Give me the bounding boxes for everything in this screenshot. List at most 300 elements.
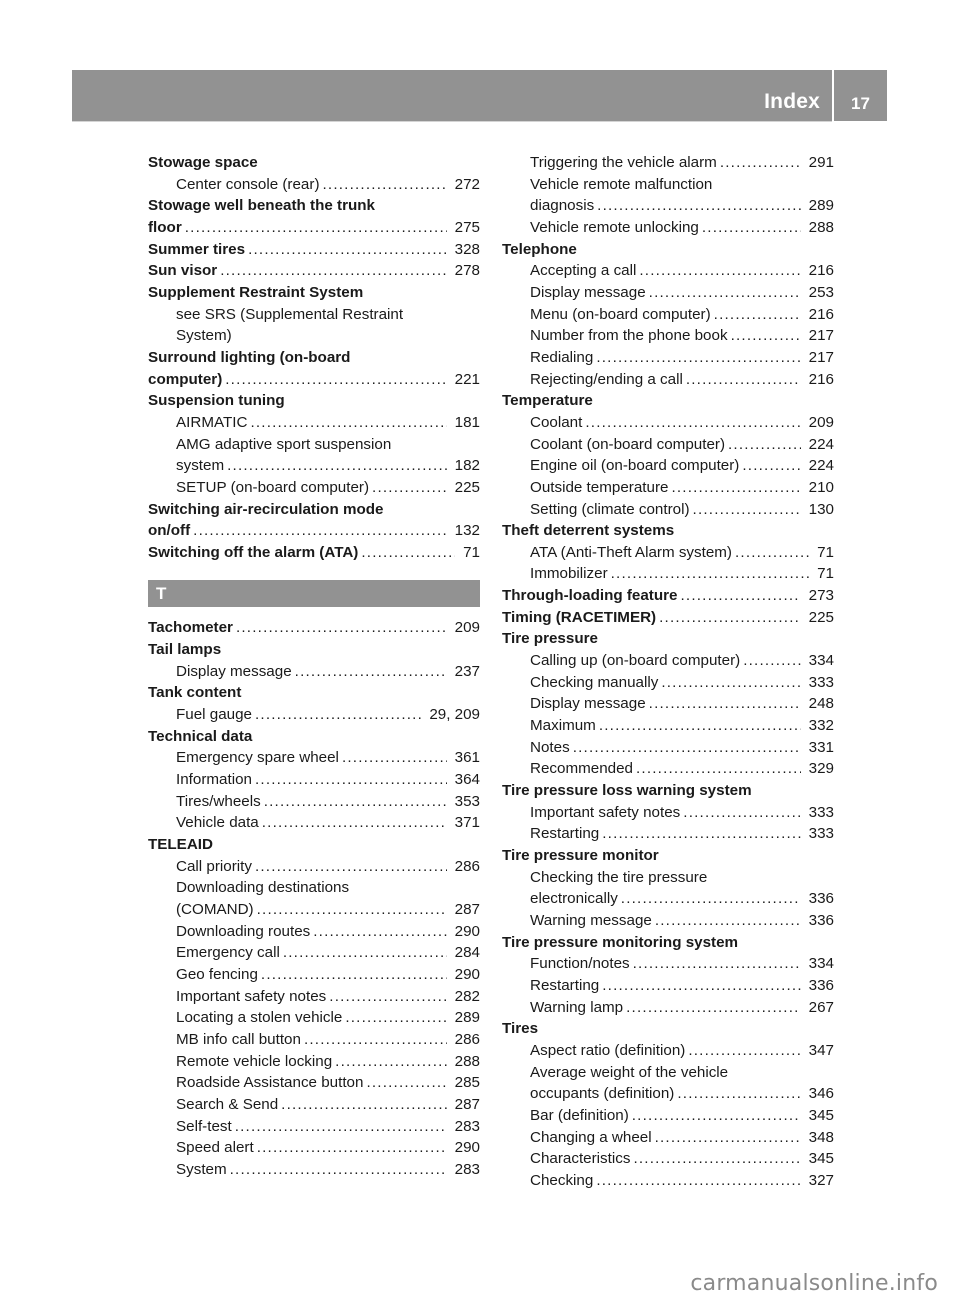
index-subentry[interactable] [148,964,480,986]
index-subentry [502,174,834,196]
index-subentry[interactable] [148,1072,480,1094]
page-reference[interactable]: 334 [808,955,834,973]
index-subentry[interactable] [148,1159,480,1181]
entry-label: diagnosis [530,197,595,215]
index-entry [148,834,480,856]
entry-label: Suspension tuning [148,392,285,410]
dot-leader [261,964,447,986]
index-subentry[interactable] [502,715,834,737]
index-subentry[interactable] [502,650,834,672]
entry-label: floor [148,218,182,236]
entry-label: on/off [148,522,191,540]
index-subentry[interactable] [502,434,834,456]
page-reference[interactable]: 290 [454,922,480,940]
index-subentry[interactable] [148,455,480,477]
page-reference[interactable]: 181 [454,413,480,431]
entry-label: Speed alert [176,1139,254,1157]
dot-leader [281,1094,446,1116]
entry-label: Supplement Restraint System [148,283,364,301]
dot-leader [661,672,800,694]
entry-label: AMG adaptive sport suspension [176,435,392,453]
page-reference[interactable]: 216 [808,370,834,388]
page-reference[interactable]: 267 [808,998,834,1016]
index-subentry[interactable] [502,910,834,932]
index-subentry[interactable] [148,1029,480,1051]
index-subentry[interactable] [502,477,834,499]
entry-label: Bar (definition) [530,1106,629,1124]
index-subentry[interactable] [148,1116,480,1138]
entry-label: Emergency spare wheel [176,749,339,767]
page-reference[interactable]: 283 [454,1160,480,1178]
dot-leader [702,217,801,239]
index-entry [502,239,834,261]
section-letter-bar [148,580,480,607]
dot-leader [621,888,801,910]
entry-label: Call priority [176,857,252,875]
entry-label: Switching off the alarm (ATA) [148,543,359,561]
entry-label: Function/notes [530,955,630,973]
entry-label: Important safety notes [530,803,681,821]
dot-leader [677,1083,800,1105]
dot-leader [602,975,800,997]
entry-label: Calling up (on-board computer) [530,652,741,670]
index-subentry[interactable] [502,953,834,975]
entry-label: Engine oil (on-board computer) [530,457,740,475]
index-list-s [148,152,480,563]
index-subentry[interactable] [148,704,480,726]
index-subentry[interactable] [502,672,834,694]
entry-label: Setting (climate control) [530,500,690,518]
page-reference[interactable]: 209 [454,619,480,637]
entry-label: Search & Send [176,1095,279,1113]
index-subentry[interactable] [502,195,834,217]
index-subentry[interactable] [502,563,834,585]
dot-leader [655,910,801,932]
index-list-t [148,617,480,1180]
dot-leader [633,1148,800,1170]
index-subentry[interactable] [502,975,834,997]
dot-leader [257,1137,447,1159]
dot-leader [372,477,447,499]
page-reference[interactable]: 224 [808,457,834,475]
entry-label: Through-loading feature [502,587,678,605]
page-reference[interactable]: 346 [808,1085,834,1103]
page-reference[interactable]: 217 [808,348,834,366]
dot-leader [626,997,801,1019]
index-entry [502,390,834,412]
entry-label: Self-test [176,1117,232,1135]
index-entry[interactable] [148,239,480,261]
entry-label: Telephone [502,240,577,258]
entry-label: Downloading routes [176,922,311,940]
index-entry [148,282,480,304]
index-subentry[interactable] [148,942,480,964]
page-reference[interactable]: 347 [808,1041,834,1059]
entry-label: Rejecting/ending a call [530,370,683,388]
page-reference[interactable]: 288 [808,218,834,236]
entry-label: Roadside Assistance button [176,1074,364,1092]
index-subentry[interactable] [148,1094,480,1116]
dot-leader [632,1105,801,1127]
page-reference[interactable]: 371 [454,814,480,832]
entry-label: ATA (Anti-Theft Alarm system) [530,543,732,561]
dot-leader [264,791,447,813]
page-reference[interactable]: 71 [817,565,834,583]
dot-leader [262,812,447,834]
index-subentry[interactable] [502,325,834,347]
dot-leader [714,304,801,326]
page-reference[interactable]: 29, 209 [429,706,480,724]
index-subentry[interactable] [502,802,834,824]
page-reference[interactable]: 361 [454,749,480,767]
dot-leader [342,747,447,769]
dot-leader [585,412,800,434]
entry-label: Menu (on-board computer) [530,305,711,323]
dot-leader [743,650,800,672]
page-reference[interactable]: 285 [454,1074,480,1092]
entry-label: Remote vehicle locking [176,1052,333,1070]
dot-leader [313,921,446,943]
index-subentry[interactable] [148,174,480,196]
page-reference[interactable]: 71 [463,543,480,561]
dot-leader [573,737,801,759]
entry-label: Tire pressure monitoring system [502,933,739,951]
entry-label: Downloading destinations [176,879,350,897]
index-subentry[interactable] [502,1170,834,1192]
entry-label: Information [176,771,252,789]
index-subentry[interactable] [502,737,834,759]
index-entry [502,1018,834,1040]
index-subentry [148,877,480,899]
index-subentry[interactable] [148,921,480,943]
page-reference[interactable]: 289 [808,197,834,215]
entry-label: Immobilizer [530,565,608,583]
page-reference[interactable]: 290 [454,1139,480,1157]
dot-leader [235,1116,447,1138]
entry-label: Coolant (on-board computer) [530,435,726,453]
entry-label: Number from the phone book [530,327,728,345]
dot-leader [225,369,446,391]
dot-leader [636,758,801,780]
page-reference[interactable]: 221 [454,370,480,388]
entry-label: Checking the tire pressure [530,868,708,886]
page-reference[interactable]: 272 [454,175,480,193]
dot-leader [728,434,801,456]
page-reference[interactable]: 288 [454,1052,480,1070]
entry-label: Vehicle remote malfunction [530,175,713,193]
index-subentry[interactable] [502,1105,834,1127]
page-reference[interactable]: 286 [454,1030,480,1048]
dot-leader [655,1127,801,1149]
index-subentry[interactable] [502,888,834,910]
dot-leader [596,347,800,369]
entry-label: Restarting [530,976,600,994]
entry-label: Tire pressure loss warning system [502,782,752,800]
page-reference[interactable]: 225 [454,478,480,496]
dot-leader [633,953,801,975]
entry-label: Changing a wheel [530,1128,652,1146]
dot-leader [597,195,800,217]
dot-leader [596,1170,800,1192]
index-subentry[interactable] [502,1040,834,1062]
dot-leader [649,693,801,715]
entry-label: Display message [176,662,292,680]
dot-leader [639,260,800,282]
page-reference[interactable]: 209 [808,413,834,431]
page-reference[interactable]: 237 [454,662,480,680]
dot-leader [236,617,447,639]
entry-label: system [176,457,225,475]
dot-leader [248,239,447,261]
index-subentry[interactable] [502,1127,834,1149]
index-subentry[interactable] [148,1007,480,1029]
entry-label: Recommended [530,760,633,778]
index-column-right [502,152,834,1192]
index-subentry[interactable] [502,823,834,845]
index-subentry[interactable] [502,1148,834,1170]
dot-leader [649,282,801,304]
index-subentry [148,325,480,347]
page-number-box [834,70,887,121]
index-column-left [148,152,480,1181]
dot-leader [681,585,801,607]
dot-leader [688,1040,800,1062]
index-subentry[interactable] [148,1137,480,1159]
index-subentry[interactable] [502,1083,834,1105]
page-reference[interactable]: 329 [808,760,834,778]
watermark: carmanualsonline.info [690,1271,938,1296]
page-reference[interactable]: 331 [808,738,834,756]
page-header [72,70,887,121]
page-reference[interactable]: 336 [808,890,834,908]
index-subentry [502,867,834,889]
index-subentry [148,304,480,326]
entry-label: Tire pressure monitor [502,847,659,864]
page-reference[interactable]: 328 [454,240,480,258]
entry-label: occupants (definition) [530,1085,675,1103]
dot-leader [735,542,809,564]
index-entry [148,390,480,412]
entry-label: Warning lamp [530,998,624,1016]
entry-label: Important safety notes [176,987,327,1005]
dot-leader [683,802,800,824]
page-reference[interactable]: 253 [808,283,834,301]
index-entry[interactable] [148,217,480,239]
page-reference[interactable]: 345 [808,1150,834,1168]
dot-leader [250,412,446,434]
entry-label: Switching air-recirculation mode [148,500,384,518]
page-reference[interactable]: 217 [808,327,834,345]
entry-label: Restarting [530,825,600,843]
page-reference[interactable]: 348 [808,1128,834,1146]
index-subentry[interactable] [502,304,834,326]
page-reference[interactable]: 289 [454,1009,480,1027]
page-reference[interactable]: 282 [454,987,480,1005]
page-reference[interactable]: 284 [454,944,480,962]
entry-label: electronically [530,890,618,908]
page-reference[interactable]: 364 [454,771,480,789]
entry-label: Checking manually [530,673,659,691]
index-subentry [502,1062,834,1084]
index-subentry[interactable] [502,412,834,434]
page-reference[interactable]: 290 [454,965,480,983]
index-entry [502,932,834,954]
entry-label: Tire pressure [502,630,598,648]
page-reference[interactable]: 336 [808,976,834,994]
page-reference[interactable]: 132 [454,522,480,540]
dot-leader [659,607,801,629]
dot-leader [220,260,446,282]
index-subentry[interactable] [502,542,834,564]
page-reference[interactable]: 286 [454,857,480,875]
index-subentry[interactable] [502,499,834,521]
index-subentry[interactable] [148,812,480,834]
page-reference[interactable]: 327 [808,1171,834,1189]
section-letter: T [156,584,167,604]
page-reference[interactable]: 71 [817,543,834,561]
index-subentry[interactable] [148,986,480,1008]
entry-label: SETUP (on-board computer) [176,478,370,496]
header-bar [72,70,832,121]
page-reference[interactable]: 334 [808,652,834,670]
index-subentry[interactable] [148,1051,480,1073]
index-entry[interactable] [502,607,834,629]
entry-label: Display message [530,283,646,301]
entry-label: Redialing [530,348,594,366]
entry-label: Maximum [530,717,596,735]
index-subentry[interactable] [502,260,834,282]
index-subentry[interactable] [148,791,480,813]
dot-leader [295,661,447,683]
dot-leader [361,542,455,564]
entry-label: Stowage space [148,154,258,171]
index-entry [148,726,480,748]
index-entry [148,499,480,521]
index-subentry[interactable] [502,152,834,174]
dot-leader [329,986,446,1008]
index-subentry[interactable] [148,769,480,791]
index-entry [502,780,834,802]
index-entry [502,845,834,867]
page-reference[interactable]: 216 [808,305,834,323]
page-reference[interactable]: 273 [808,587,834,605]
dot-leader [693,499,801,521]
page-reference[interactable]: 224 [808,435,834,453]
entry-label: Characteristics [530,1150,631,1168]
entry-label: Coolant [530,413,583,431]
entry-label: see SRS (Supplemental Restraint [176,305,404,323]
page-reference[interactable]: 182 [454,457,480,475]
page-reference[interactable]: 333 [808,825,834,843]
entry-label: Tank content [148,684,242,702]
page-reference[interactable]: 287 [454,1095,480,1113]
dot-leader [366,1072,446,1094]
page-reference[interactable]: 353 [454,792,480,810]
index-entry[interactable] [148,260,480,282]
dot-leader [599,715,801,737]
index-subentry[interactable] [502,217,834,239]
index-subentry[interactable] [148,747,480,769]
entry-label: Stowage well beneath the trunk [148,197,376,215]
index-subentry[interactable] [502,693,834,715]
page-reference[interactable]: 291 [808,154,834,171]
entry-label: Emergency call [176,944,280,962]
entry-label: Temperature [502,392,593,410]
dot-leader [255,769,447,791]
index-subentry [148,434,480,456]
page-reference[interactable]: 345 [808,1106,834,1124]
dot-leader [335,1051,446,1073]
entry-label: Summer tires [148,240,246,258]
index-subentry[interactable] [502,997,834,1019]
index-subentry[interactable] [502,369,834,391]
dot-leader [193,520,446,542]
page-reference[interactable]: 210 [808,478,834,496]
index-subentry[interactable] [148,412,480,434]
entry-label: Tachometer [148,619,233,637]
index-subentry[interactable] [502,347,834,369]
entry-label: Triggering the vehicle alarm [530,154,717,171]
page-reference[interactable]: 216 [808,262,834,280]
page-reference[interactable]: 287 [454,901,480,918]
page-reference[interactable]: 333 [808,803,834,821]
entry-label: Warning message [530,911,652,929]
page-reference[interactable]: 248 [808,695,834,713]
dot-leader [602,823,800,845]
index-entry [148,639,480,661]
index-entry[interactable] [148,520,480,542]
entry-label: MB info call button [176,1030,301,1048]
entry-label: Outside temperature [530,478,669,496]
dot-leader [742,455,800,477]
index-subentry[interactable] [148,856,480,878]
page-reference[interactable]: 275 [454,218,480,236]
page-reference[interactable]: 278 [454,262,480,280]
index-entry[interactable] [148,617,480,639]
entry-label: Timing (RACETIMER) [502,608,657,626]
entry-label: Center console (rear) [176,175,320,193]
dot-leader [671,477,800,499]
entry-label: Average weight of the vehicle [530,1063,729,1081]
index-entry[interactable] [148,542,480,564]
entry-label: computer) [148,370,223,388]
page-reference[interactable]: 336 [808,911,834,929]
index-subentry[interactable] [502,758,834,780]
index-entry[interactable] [502,585,834,607]
index-subentry[interactable] [502,282,834,304]
entry-label: AIRMATIC [176,413,248,431]
index-entry [148,682,480,704]
index-subentry[interactable] [148,477,480,499]
page-reference[interactable]: 332 [808,717,834,735]
index-list-t-continued [502,152,834,1192]
index-subentry[interactable] [502,455,834,477]
entry-label: Sun visor [148,262,218,280]
index-entry[interactable] [148,369,480,391]
page-reference[interactable]: 130 [808,500,834,518]
dot-leader [304,1029,447,1051]
entry-label: Checking [530,1171,594,1189]
entry-label: TELEAID [148,836,213,854]
index-subentry[interactable] [148,899,480,921]
page-reference[interactable]: 283 [454,1117,480,1135]
index-entry [148,347,480,369]
dot-leader [255,704,421,726]
index-subentry[interactable] [148,661,480,683]
page-reference[interactable]: 225 [808,608,834,626]
page-reference[interactable]: 333 [808,673,834,691]
entry-label: Fuel gauge [176,706,252,724]
